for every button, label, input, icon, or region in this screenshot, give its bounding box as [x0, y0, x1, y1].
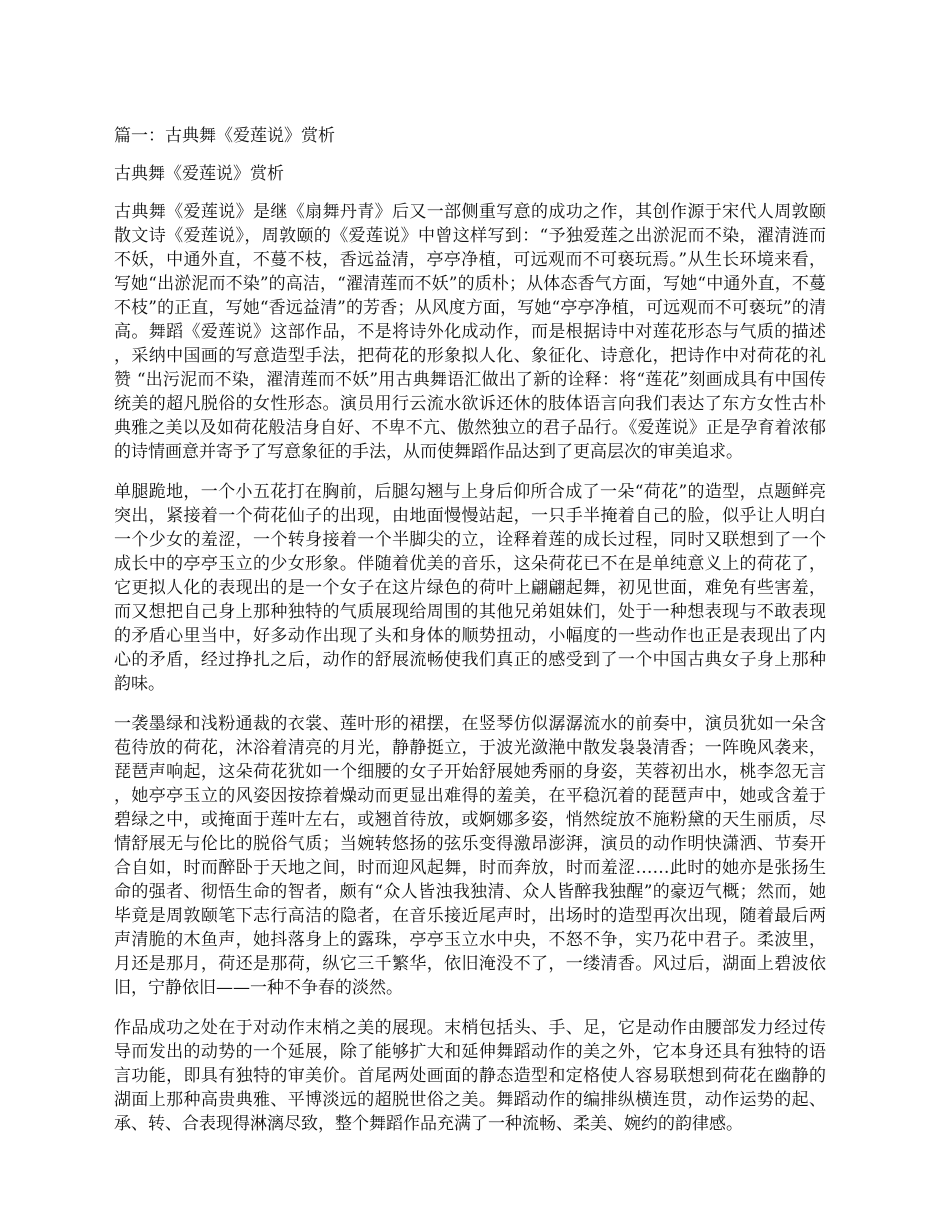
- document-page: [114, 124, 826, 1152]
- paragraph-intro: 古典舞《爱莲说》是继《扇舞丹青》后又一部侧重写意的成功之作，其创作源于宋代人周敦颐散文诗《爱莲说》，周敦颐的《爱莲说》中曾这样写到：“予独爱莲之出淤泥而不染，濯清涟而不妖，中通外直，不蔓不枝，香远益清，亭亭净植，可远观而不可亵玩焉。”从生长环境来看，写她“出淤泥而不染”的高洁，“濯清莲而不妖”的质朴；从体态香气方面，写她“中通外直，不蔓不枝”的正直，写她“香远益清”的芳香；从风度方面，写她“亭亭净植，可远观而不可亵玩”的清高。舞蹈《爱莲说》这部作品，不是将诗外化成动作，而是根据诗中对莲花形态与气质的描述，采纳中国画的写意造型手法，把荷花的形象拟人化、象征化、诗意化，把诗作中对荷花的礼赞 “出污泥而不染，濯清莲而不妖”用古典舞语汇做出了新的诠释：将“莲花”刻画成具有中国传统美的超凡脱俗的女性形态。演员用行云流水欲诉还休的肢体语言向我们表达了东方女性古朴典雅之美以及如荷花般洁身自好、不卑不亢、傲然独立的君子品行。《爱莲说》正是孕育着浓郁的诗情画意并寄予了写意象征的手法，从而使舞蹈作品达到了更高层次的审美追求。: [114, 202, 826, 462]
- paragraph-opening-pose: 单腿跪地，一个小五花打在胸前，后腿勾翘与上身后仰所合成了一朵“荷花”的造型，点题鲜亮突出，紧接着一个荷花仙子的出现，由地面慢慢站起，一只手半掩着自己的脸，似乎让人明白一个少女的羞涩，一个转身接着一个半脚尖的立，诠释着莲的成长过程，同时又联想到了一个成长中的亭亭玉立的少女形象。伴随着优美的音乐，这朵荷花已不在是单纯意义上的荷花了，它更拟人化的表现出的是一个女子在这片绿色的荷叶上翩翩起舞，初见世面，难免有些害羞，而又想把自己身上那种独特的气质展现给周围的其他兄弟姐妹们，处于一种想表现与不敢表现的矛盾心里当中，好多动作出现了头和身体的顺势扭动，小幅度的一些动作也正是表现出了内心的矛盾，经过挣扎之后，动作的舒展流畅使我们真正的感受到了一个中国古典女子身上那种韵味。: [114, 482, 826, 694]
- paragraph-costume-music: 一袭墨绿和浅粉通裁的衣裳、莲叶形的裙摆，在竖琴仿似潺潺流水的前奏中，演员犹如一朵含苞待放的荷花，沐浴着清亮的月光，静静挺立，于波光潋滟中散发袅袅清香；一阵晚风袭来，琵琶声响起，这朵荷花犹如一个细腰的女子开始舒展她秀丽的身姿，芙蓉初出水，桃李忽无言，她亭亭玉立的风姿因按捺着燥动而更显出难得的羞美，在平稳沉着的琵琶声中，她或含羞于碧绿之中，或掩面于莲叶左右，或翘首待放，或婀娜多姿，悄然绽放不施粉黛的天生丽质，尽情舒展无与伦比的脱俗气质；当婉转悠扬的弦乐变得激昂澎湃，演员的动作明快潇洒、节奏开合自如，时而醉卧于天地之间，时而迎风起舞，时而奔放，时而羞涩……此时的她亦是张扬生命的强者、彻悟生命的智者，颇有“众人皆浊我独清、众人皆醉我独醒”的豪迈气概；然而，她毕竟是周敦颐笔下志行高洁的隐者，在音乐接近尾声时，出场时的造型再次出现，随着最后两声清脆的木鱼声，她抖落身上的露珠，亭亭玉立水中央，不怒不争，实乃花中君子。柔波里，月还是那月，荷还是那荷，纵它三千繁华，依旧淹没不了，一缕清香。风过后，湖面上碧波依旧，宁静依旧——一种不争春的淡然。: [114, 714, 826, 998]
- article-title: 古典舞《爱莲说》赏析: [114, 164, 284, 184]
- section-title: 篇一：古典舞《爱莲说》赏析: [114, 126, 335, 146]
- paragraph-conclusion: 作品成功之处在于对动作末梢之美的展现。末梢包括头、手、足，它是动作由腰部发力经过传导而发出的动势的一个延展，除了能够扩大和延伸舞蹈动作的美之外，它本身还具有独特的语言功能，即具有独特的审美价。首尾两处画面的静态造型和定格使人容易联想到荷花在幽静的湖面上那种高贵典雅、平博淡远的超脱世俗之美。舞蹈动作的编排纵横连贯，动作运势的起、承、转、合表现得淋漓尽致，整个舞蹈作品充满了一种流畅、柔美、婉约的韵律感。: [114, 1018, 826, 1134]
